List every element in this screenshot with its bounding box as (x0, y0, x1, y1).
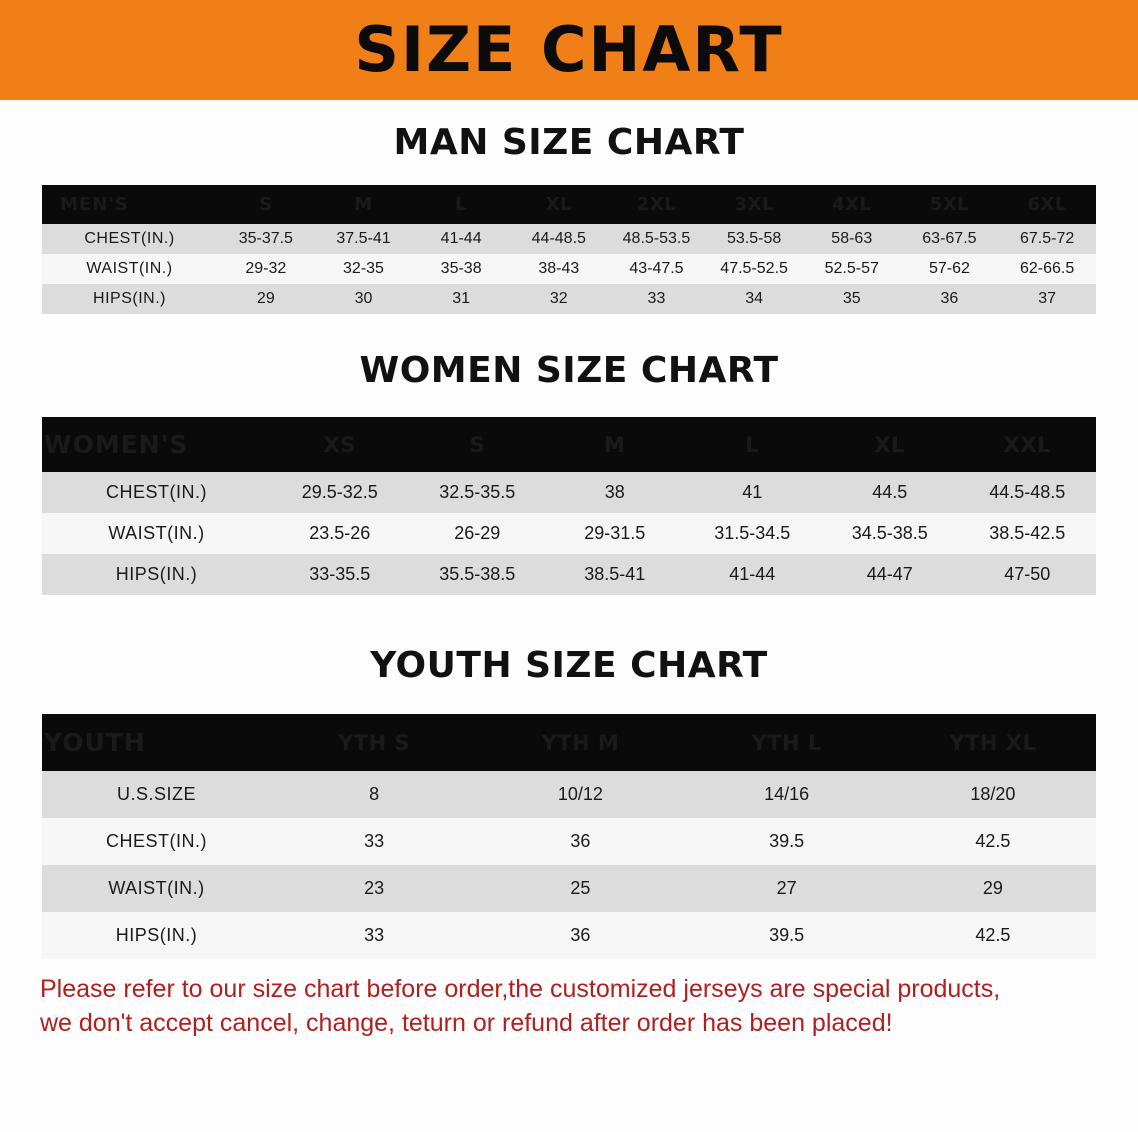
table-cell: 18/20 (890, 771, 1096, 818)
youth-table-wrap (42, 714, 1096, 959)
page-banner (0, 0, 1138, 100)
table-cell: 8 (271, 771, 477, 818)
table-cell: 42.5 (890, 912, 1096, 959)
column-header: M (354, 194, 373, 215)
spacer (0, 686, 1138, 714)
column-header: XS (323, 432, 356, 457)
policy-note-line-1: Please refer to our size chart before order,the customized jerseys are special products, (40, 975, 1001, 1003)
table-cell: 36 (901, 284, 999, 314)
row-label: HIPS(IN.) (42, 284, 217, 314)
table-header-row (42, 714, 1096, 771)
table-cell: 53.5-58 (705, 224, 803, 254)
column-header: WOMEN'S (44, 430, 189, 459)
column-header: M (604, 432, 626, 457)
spacer (0, 391, 1138, 417)
row-label: CHEST(IN.) (42, 472, 271, 513)
men-section-title: MAN SIZE CHART (393, 122, 745, 163)
table-cell: 47.5-52.5 (705, 254, 803, 284)
column-header: S (259, 194, 273, 215)
column-header: XXL (1003, 432, 1051, 457)
table-row (42, 513, 1096, 554)
table-cell: 36 (477, 912, 683, 959)
table-cell: 39.5 (684, 818, 890, 865)
table-cell: 29-31.5 (546, 513, 684, 554)
table-row (42, 224, 1096, 254)
table-cell: 38-43 (510, 254, 608, 284)
table-cell: 14/16 (684, 771, 890, 818)
column-header: 2XL (636, 194, 677, 215)
table-cell: 29 (890, 865, 1096, 912)
column-header: MEN'S (60, 194, 129, 215)
table-cell: 33-35.5 (271, 554, 409, 595)
table-cell: 10/12 (477, 771, 683, 818)
table-cell: 33 (271, 912, 477, 959)
row-label: CHEST(IN.) (42, 818, 271, 865)
men-size-table (42, 185, 1096, 314)
table-cell: 48.5-53.5 (608, 224, 706, 254)
table-cell: 36 (477, 818, 683, 865)
table-cell: 32-35 (315, 254, 413, 284)
table-row (42, 912, 1096, 959)
column-header: YTH XL (949, 730, 1037, 755)
table-cell: 58-63 (803, 224, 901, 254)
spacer (0, 100, 1138, 122)
spacer (0, 595, 1138, 645)
column-header: L (455, 194, 468, 215)
table-header-row (42, 417, 1096, 472)
table-cell: 35.5-38.5 (409, 554, 547, 595)
table-cell: 44.5 (821, 472, 959, 513)
table-cell: 35-38 (412, 254, 510, 284)
column-header: YTH S (338, 730, 411, 755)
table-cell: 30 (315, 284, 413, 314)
column-header: S (469, 432, 486, 457)
row-label: WAIST(IN.) (42, 254, 217, 284)
column-header: 6XL (1027, 194, 1067, 215)
table-row (42, 284, 1096, 314)
table-cell: 67.5-72 (998, 224, 1096, 254)
table-cell: 35 (803, 284, 901, 314)
row-label: HIPS(IN.) (42, 554, 271, 595)
table-cell: 34 (705, 284, 803, 314)
table-cell: 29-32 (217, 254, 315, 284)
column-header: XL (545, 194, 572, 215)
table-row (42, 865, 1096, 912)
table-cell: 26-29 (409, 513, 547, 554)
table-cell: 41-44 (684, 554, 822, 595)
men-table-wrap (42, 185, 1096, 314)
table-cell: 31 (412, 284, 510, 314)
table-cell: 29 (217, 284, 315, 314)
table-cell: 29.5-32.5 (271, 472, 409, 513)
column-header: YTH M (541, 730, 620, 755)
policy-note (40, 973, 1098, 1041)
table-cell: 38 (546, 472, 684, 513)
row-label: CHEST(IN.) (42, 224, 217, 254)
page-title: SIZE CHART (354, 13, 784, 86)
women-section-title: WOMEN SIZE CHART (359, 350, 779, 391)
table-row (42, 472, 1096, 513)
women-table-wrap (42, 417, 1096, 595)
table-cell: 62-66.5 (998, 254, 1096, 284)
policy-note-line-2: we don't accept cancel, change, teturn or refund after order has been placed! (40, 1008, 893, 1037)
table-cell: 39.5 (684, 912, 890, 959)
column-header: XL (874, 432, 906, 457)
column-header: 3XL (734, 194, 774, 215)
table-cell: 43-47.5 (608, 254, 706, 284)
table-cell: 41 (684, 472, 822, 513)
column-header: YOUTH (44, 728, 146, 757)
table-cell: 37 (998, 284, 1096, 314)
table-row (42, 771, 1096, 818)
table-cell: 44.5-48.5 (959, 472, 1097, 513)
table-cell: 33 (608, 284, 706, 314)
column-header: YTH L (751, 730, 822, 755)
table-cell: 38.5-41 (546, 554, 684, 595)
table-row (42, 554, 1096, 595)
table-cell: 57-62 (901, 254, 999, 284)
table-cell: 38.5-42.5 (959, 513, 1097, 554)
row-label: WAIST(IN.) (42, 513, 271, 554)
column-header: L (745, 432, 760, 457)
table-cell: 37.5-41 (315, 224, 413, 254)
table-cell: 52.5-57 (803, 254, 901, 284)
table-cell: 41-44 (412, 224, 510, 254)
table-cell: 25 (477, 865, 683, 912)
table-cell: 23 (271, 865, 477, 912)
spacer (0, 163, 1138, 185)
youth-section-title: YOUTH SIZE CHART (370, 645, 768, 686)
table-cell: 32.5-35.5 (409, 472, 547, 513)
row-label: U.S.SIZE (42, 771, 271, 818)
table-cell: 47-50 (959, 554, 1097, 595)
youth-size-table (42, 714, 1096, 959)
table-cell: 42.5 (890, 818, 1096, 865)
women-size-table (42, 417, 1096, 595)
table-cell: 33 (271, 818, 477, 865)
column-header: 5XL (929, 194, 970, 215)
table-cell: 44-47 (821, 554, 959, 595)
table-cell: 63-67.5 (901, 224, 999, 254)
table-header-row (42, 185, 1096, 224)
table-cell: 35-37.5 (217, 224, 315, 254)
table-cell: 23.5-26 (271, 513, 409, 554)
spacer (0, 314, 1138, 350)
row-label: WAIST(IN.) (42, 865, 271, 912)
table-row (42, 818, 1096, 865)
column-header: 4XL (832, 194, 872, 215)
table-cell: 31.5-34.5 (684, 513, 822, 554)
table-cell: 34.5-38.5 (821, 513, 959, 554)
table-cell: 44-48.5 (510, 224, 608, 254)
table-row (42, 254, 1096, 284)
table-cell: 27 (684, 865, 890, 912)
table-cell: 32 (510, 284, 608, 314)
row-label: HIPS(IN.) (42, 912, 271, 959)
